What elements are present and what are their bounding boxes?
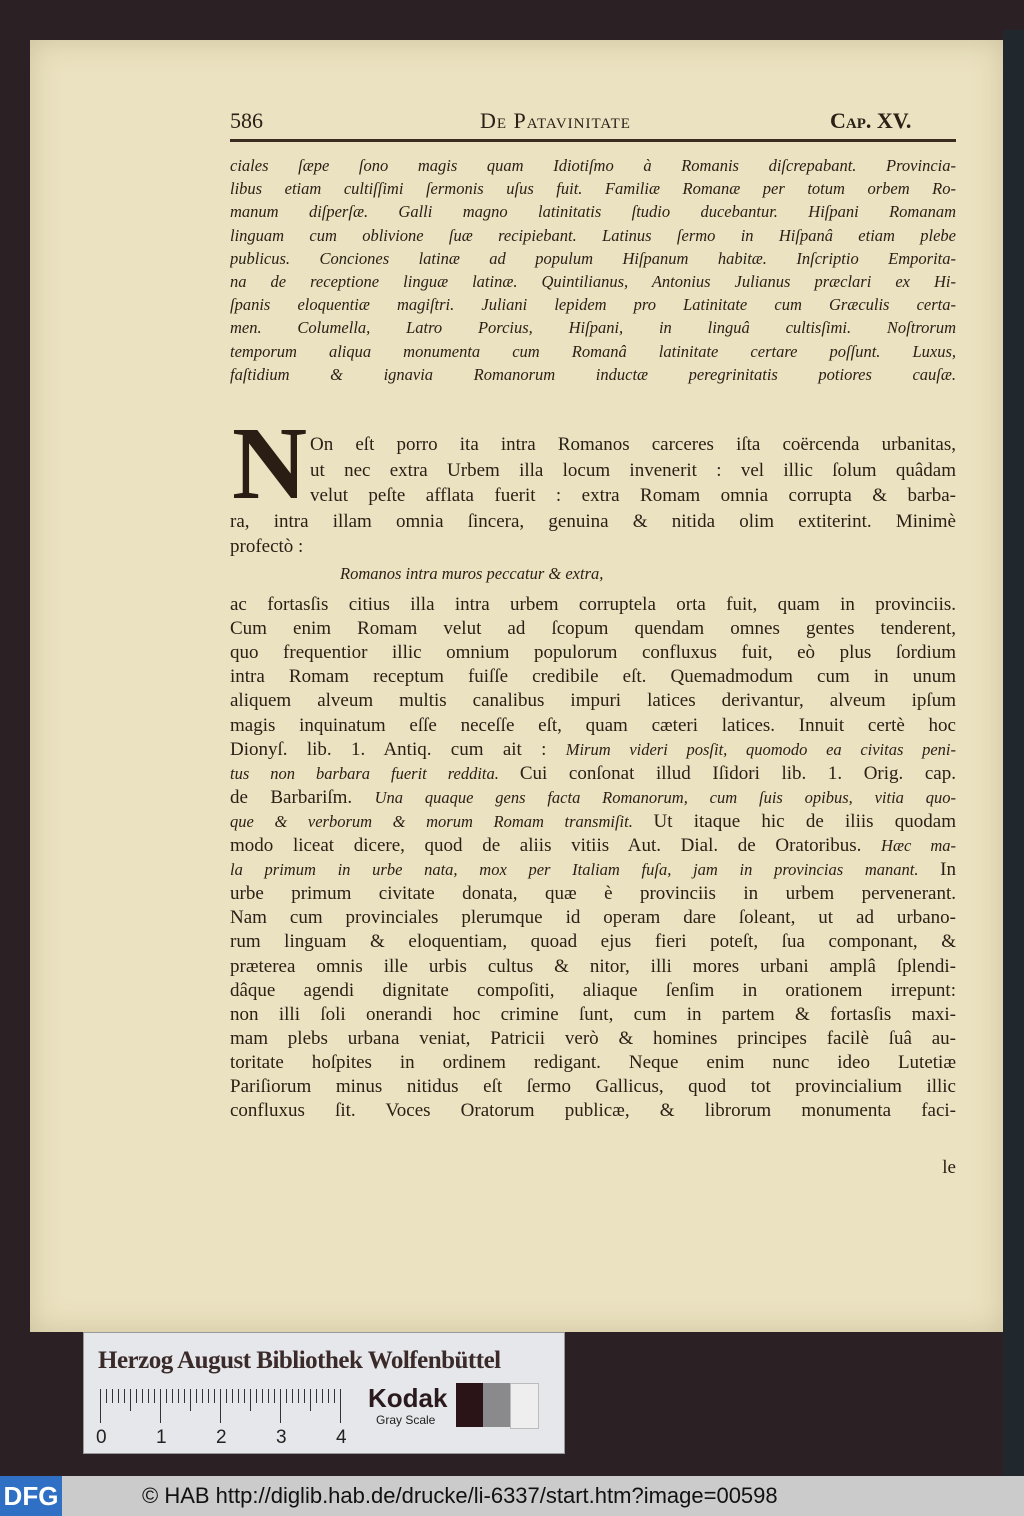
ruler-tick (244, 1389, 245, 1403)
ruler-tick (226, 1389, 227, 1403)
ruler-tick (334, 1389, 335, 1403)
ruler-tick (232, 1389, 233, 1403)
ruler-tick (328, 1389, 329, 1403)
body-line (230, 737, 956, 763)
intro-end: profectò : (230, 536, 304, 557)
gray-swatch-light (510, 1383, 539, 1429)
text-run: non illi ſoli onerandi hoc crimine ſunt, cum in partem & fortasſis maxi- (230, 1003, 956, 1025)
ruler-tick (184, 1389, 185, 1403)
italic-citation: tus non barbara fuerit reddita. (230, 763, 520, 783)
text-run: præterea omnis ille urbis cultus & nitor, illi mores urbani amplâ ſplendi- (230, 955, 956, 977)
body-line (230, 761, 956, 787)
text-run: modo liceat dicere, quod de aliis vitiis Aut. Dial. de Oratoribus. (230, 835, 882, 856)
ruler-tick (340, 1389, 341, 1423)
catchword: le (942, 1157, 956, 1178)
italic-citation: Mirum videri posſit, quomodo ea civitas peni- (565, 739, 956, 759)
ruler-tick (214, 1389, 215, 1403)
ruler-tick (112, 1389, 113, 1403)
gray-swatch-dark (456, 1383, 483, 1427)
quote: Romanos intra muros peccatur & extra, (340, 564, 604, 583)
text-run: quo frequentior illic omnium populorum confluxus fuit, eò plus ſordium (230, 642, 956, 664)
ruler-tick (202, 1389, 203, 1403)
ruler-tick (154, 1389, 155, 1403)
body-line (230, 929, 956, 955)
ruler-tick (286, 1389, 287, 1403)
ruler-tick (256, 1389, 257, 1403)
ruler-tick (100, 1389, 101, 1423)
summary-line: temporum aliqua monumenta cum Romanâ latinitate certare poſſunt. Luxus, (230, 341, 956, 361)
copyright-link[interactable]: © HAB http://diglib.hab.de/drucke/li-6337/start.htm?image=00598 (142, 1483, 778, 1508)
ruler-tick (172, 1389, 173, 1403)
text-run: mam plebs urbana veniat, Patricii verò & homines principes facilè ſuâ au- (230, 1027, 956, 1049)
summary-line: na de receptione linguæ latinæ. Quintilianus, Antonius Julianus præclari ex Hi- (230, 272, 956, 291)
summary-line: publicus. Conciones latinæ ad populum Hiſpanum habitæ. Inſcriptio Emporita- (230, 248, 956, 268)
text-run: Cum enim Romam velut ad ſcopum quendam omnes gentes tenderent, (230, 618, 956, 640)
italic-citation: que & verborum & morum Romam transmiſit. (230, 811, 654, 831)
text-run: toritate hoſpites in ordinem redigant. Neque enim nunc ideo Lutetiæ (230, 1051, 956, 1073)
header-rule (230, 139, 956, 142)
summary-line: faſtidium & ignavia Romanorum inductæ peregrinitatis potiores cauſæ. (230, 364, 956, 384)
ruler-tick (142, 1389, 143, 1403)
ruler-tick (292, 1389, 293, 1403)
summary-line: linguam cum oblivione ſuæ recipiebant. Latinus ſermo in Hiſpanâ etiam plebe (230, 225, 956, 245)
summary-line: ciales ſæpe ſono magis quam Idiotiſmo à Romanis diſcrepabant. Provincia- (230, 156, 956, 175)
ruler-tick (220, 1389, 221, 1423)
text-run: dâque agendi dignitate compoſiti, aliaque ſenſim in orationem irrepunt: (230, 979, 956, 1001)
ruler-tick (208, 1389, 209, 1403)
ruler-tick (268, 1389, 269, 1403)
text-run: Cui conſonat illud Iſidori lib. 1. Orig. cap. (519, 762, 956, 784)
text-run: ac fortasſis citius illa intra urbem corruptela orta fuit, quam in provinciis. (230, 594, 956, 615)
intro-line: On eſt porro ita intra Romanos carceres iſta coërcenda urbanitas, (310, 434, 956, 455)
ruler-tick (148, 1389, 149, 1403)
text-run: aliquem alveum multis canalibus impuri latices derivantur, alveum ipſum (230, 690, 956, 712)
body-line (230, 1002, 956, 1028)
body-line (230, 616, 956, 642)
ruler (100, 1389, 350, 1423)
text-run: In (940, 859, 956, 881)
intro-line: velut peſte afflata fuerit : extra Romam omnia corrupta & barba- (310, 485, 956, 506)
gray-scale-label: Gray Scale (376, 1413, 436, 1427)
italic-citation: Hæc ma- (881, 836, 956, 855)
body-line (230, 978, 956, 1004)
body-line (230, 809, 956, 835)
dfg-logo: DFG (0, 1476, 62, 1516)
ruler-tick (304, 1389, 305, 1403)
summary-line: ſpanis eloquentiæ magiſtri. Juliani lepidem pro Latinitate cum Græculis certa- (230, 295, 956, 315)
ruler-number: 0 (96, 1427, 107, 1448)
footer-bar (0, 1476, 1024, 1516)
book-edge (1003, 30, 1024, 1476)
chapter-label: Cap. XV. (830, 108, 912, 133)
body-line (230, 592, 956, 618)
text-run: urbe primum civitate donata, quæ è provinciis in urbem pervenerant. (230, 883, 956, 905)
ruler-tick (178, 1389, 179, 1403)
ruler-tick (190, 1389, 191, 1411)
text-run: rum linguam & eloquentiam, quoad ejus fieri poteſt, ſua componant, & (230, 931, 956, 953)
text-run: Pariſiorum minus nitidus eſt ſermo Gallicus, quod tot provincialium illic (230, 1076, 956, 1097)
ruler-tick (106, 1389, 107, 1403)
running-title: De Patavinitate (480, 108, 631, 133)
text-run: magis inquinatum eſſe neceſſe eſt, quam cæteri latices. Innuit certè hoc (230, 714, 956, 736)
ruler-number: 2 (216, 1427, 227, 1448)
body-line (230, 857, 956, 883)
ruler-tick (196, 1389, 197, 1403)
drop-cap: N (232, 406, 308, 521)
ruler-tick (166, 1389, 167, 1403)
ruler-tick (298, 1389, 299, 1403)
body-line (230, 1074, 956, 1100)
ruler-tick (310, 1389, 311, 1411)
ruler-tick (250, 1389, 251, 1411)
body-line (230, 664, 956, 690)
ruler-tick (280, 1389, 281, 1423)
body-line (230, 833, 956, 859)
intro-line: ra, intra illam omnia ſincera, genuina & nitida olim extiterint. Minimè (230, 510, 956, 532)
card-title: Herzog August Bibliothek Wolfenbüttel (98, 1347, 501, 1374)
ruler-number: 3 (276, 1427, 287, 1448)
ruler-tick (136, 1389, 137, 1403)
italic-citation: la primum in urbe nata, mox per Italiam fuſa, jam in provincias manant. (230, 860, 941, 880)
page-number: 586 (230, 108, 263, 133)
italic-citation: Una quaque gens facta Romanorum, cum ſuis opibus, vitia quo- (374, 787, 956, 807)
text-run: de Barbariſm. (230, 786, 375, 808)
ruler-tick (124, 1389, 125, 1403)
text-run: confluxus ſit. Voces Oratorum publicæ, & librorum monumenta faci- (230, 1100, 956, 1122)
summary-line: libus etiam cultiſſimi ſermonis uſus fuit. Familiæ Romanæ per totum orbem Ro- (230, 179, 956, 199)
body-line (230, 1050, 956, 1076)
ruler-tick (160, 1389, 161, 1423)
ruler-number: 1 (156, 1427, 167, 1448)
text-run: Nam cum provinciales plerumque id operam dare ſoleant, ut ad urbano- (230, 907, 956, 929)
summary-line: manum diſperſæ. Galli magno latinitatis ſtudio ducebantur. Hiſpani Romanam (230, 202, 956, 222)
ruler-tick (130, 1389, 131, 1411)
ruler-tick (238, 1389, 239, 1403)
body-line (230, 1026, 956, 1052)
body-line (230, 640, 956, 666)
ruler-tick (316, 1389, 317, 1403)
intro-line: ut nec extra Urbem illa locum invenerit : vel illic ſolum quâdam (310, 459, 956, 481)
color-card (83, 1332, 565, 1454)
gray-swatch-mid (483, 1383, 510, 1427)
ruler-number: 4 (336, 1427, 347, 1448)
body-line (230, 713, 956, 739)
ruler-tick (274, 1389, 275, 1403)
body-line (230, 881, 956, 907)
body-line (230, 954, 956, 980)
body-line (230, 905, 956, 931)
kodak-logo: Kodak (368, 1383, 448, 1413)
text-run: Dionyſ. lib. 1. Antiq. cum ait : (230, 738, 566, 760)
text-run: Ut itaque hic de iliis quodam (653, 810, 956, 832)
ruler-tick (262, 1389, 263, 1403)
body-line (230, 688, 956, 714)
body-line (230, 1098, 956, 1124)
body-line (230, 785, 956, 811)
ruler-tick (118, 1389, 119, 1403)
summary-line: men. Columella, Latro Porcius, Hiſpani, in linguâ cultisſimi. Noſtrorum (230, 318, 956, 338)
ruler-tick (322, 1389, 323, 1403)
text-run: intra Romam receptum fuiſſe credibile eſt. Quemadmodum cum in unum (230, 666, 956, 688)
